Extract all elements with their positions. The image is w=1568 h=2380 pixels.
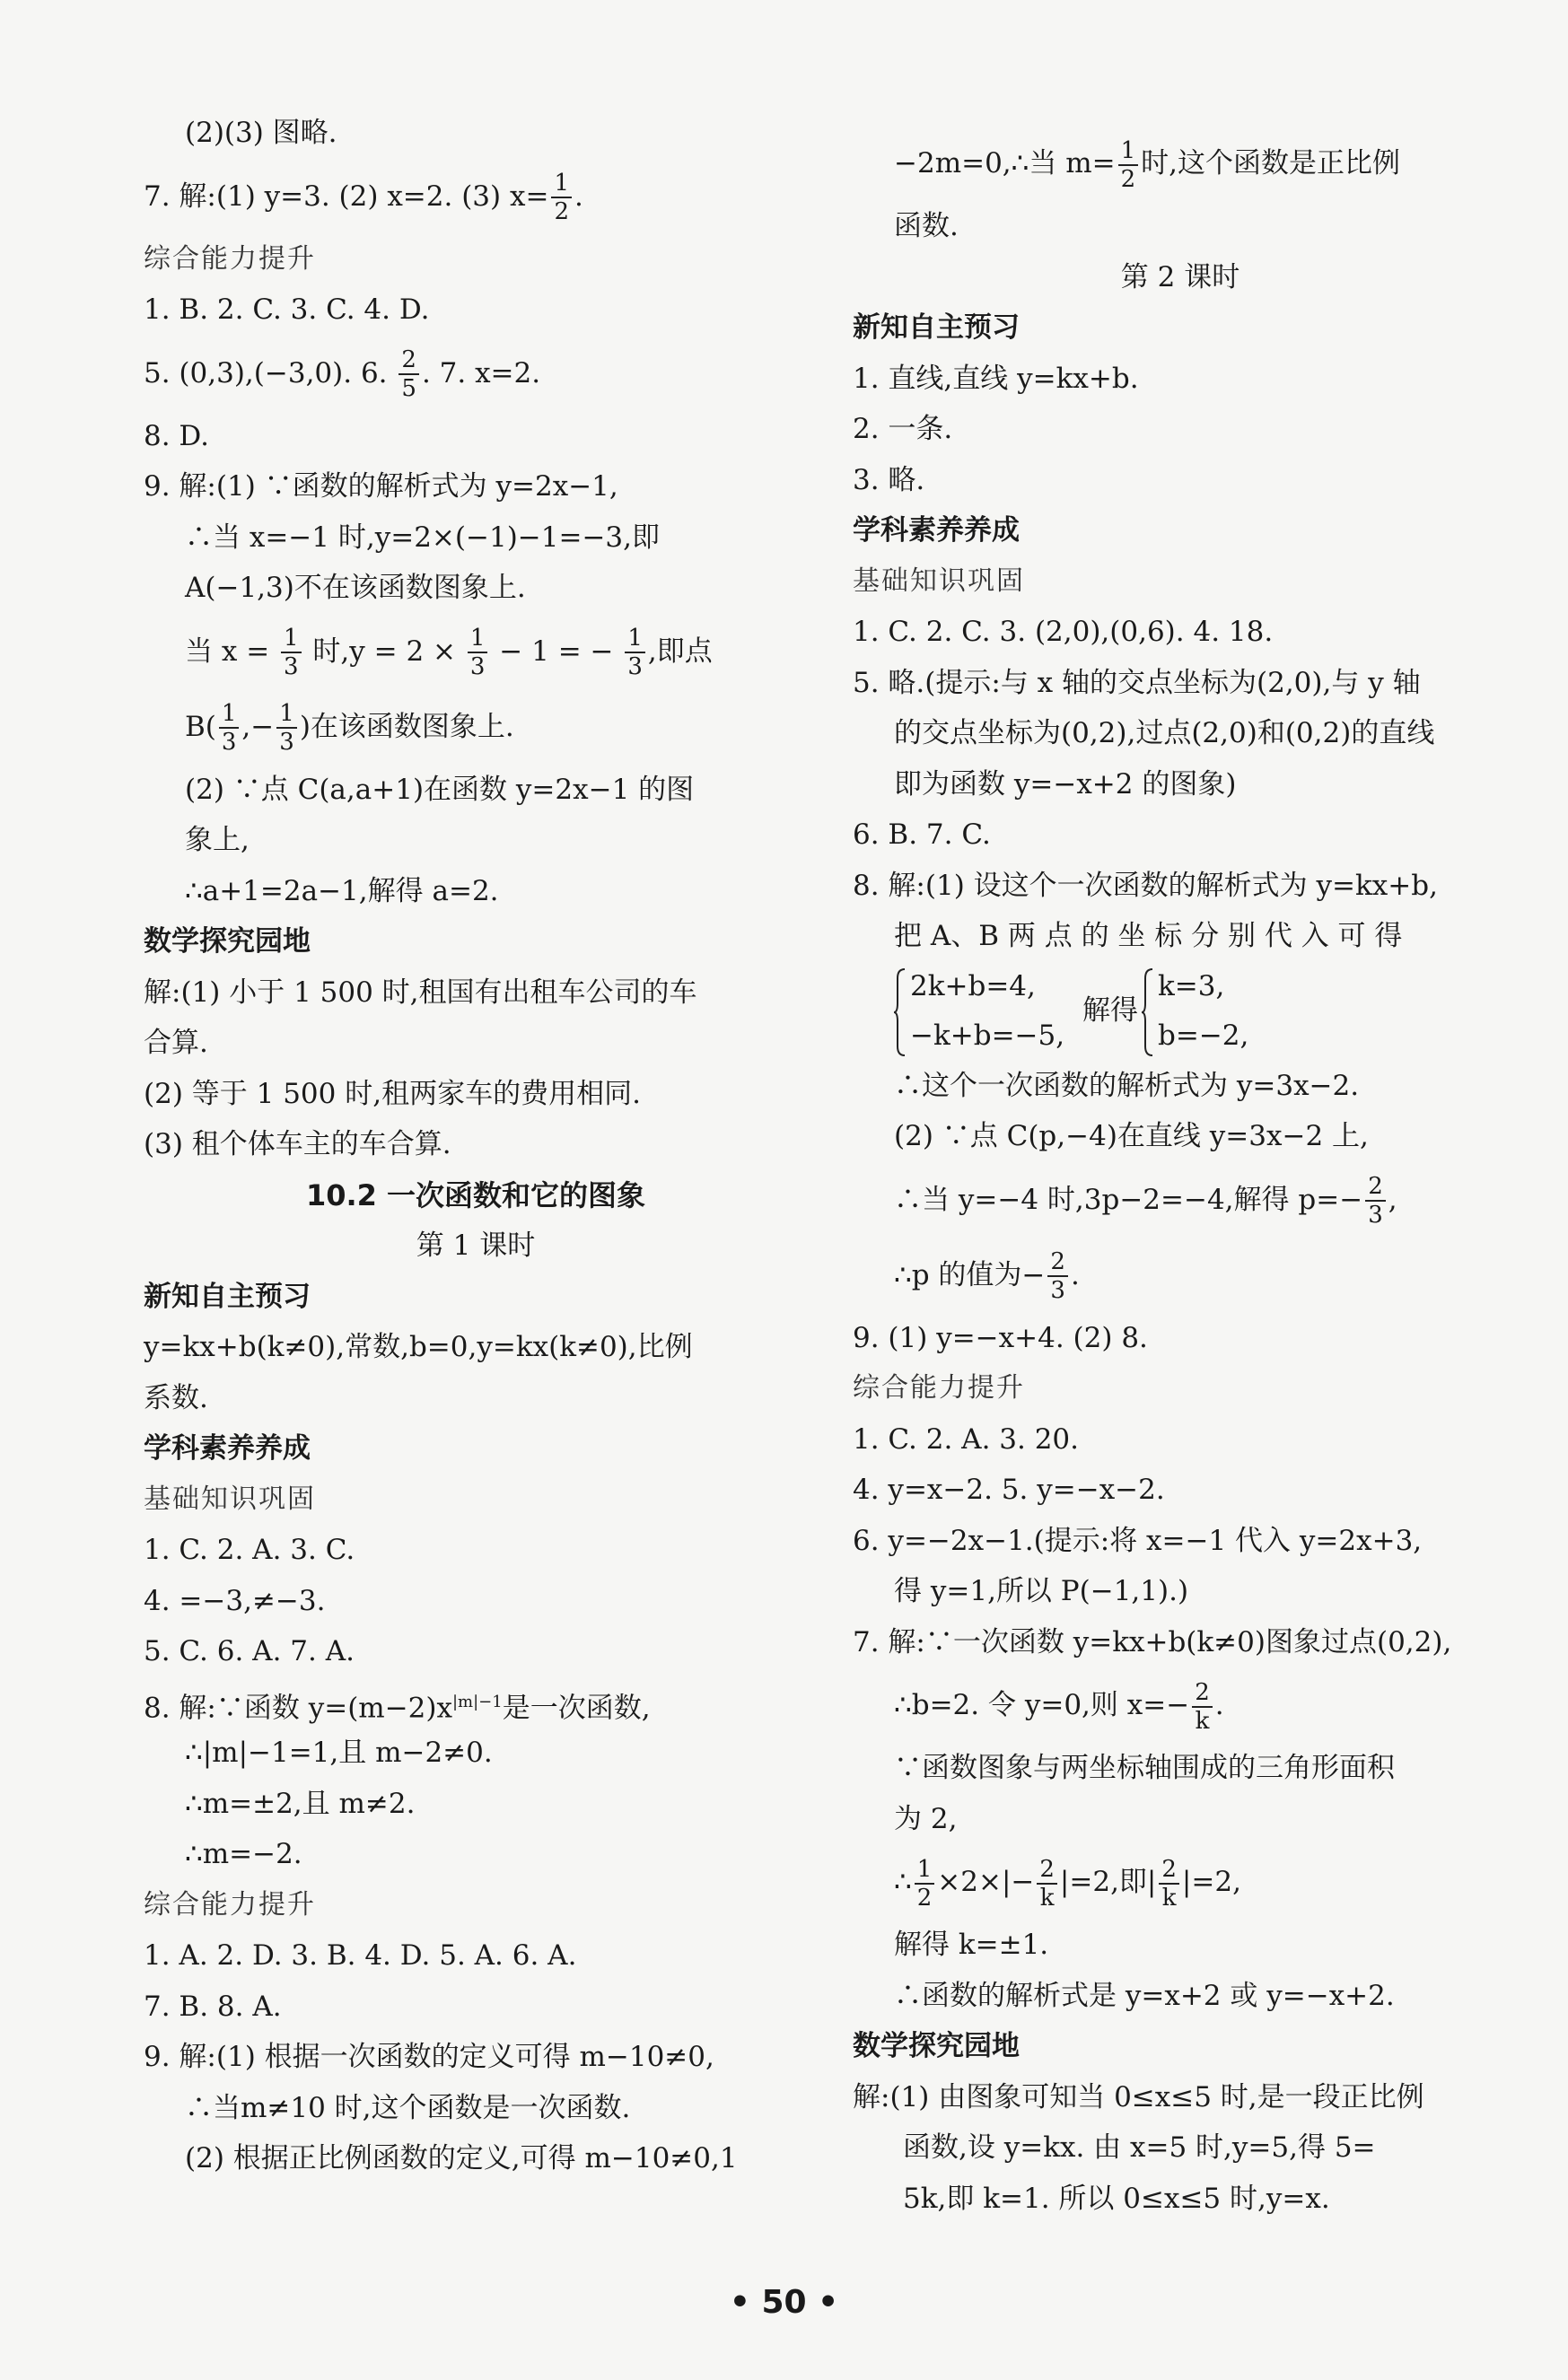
text-line: 5. C. 6. A. 7. A. [144,1635,355,1667]
text-line: 7. 解:(1) y=3. (2) x=2. (3) x= $\frac{1}{2}$ . [144,170,583,225]
text-line: 的交点坐标为(0,2),过点(2,0)和(0,2)的直线 [894,717,1435,749]
text-line: 8. D. [144,419,210,452]
subsection-heading: 基础知识巩固 [144,1483,316,1515]
text-line: 象上, [185,824,250,856]
text-line: ∴当 x=−1 时,y=2×(−1)−1=−3,即 [185,521,661,554]
brace-icon [894,967,907,1057]
text-line: 9. 解:(1) ∵函数的解析式为 y=2x−1, [144,470,618,503]
text-line: (2) 根据正比例函数的定义,可得 m−10≠0,1 [185,2142,738,2174]
text-line: 即为函数 y=−x+2 的图象) [894,767,1237,801]
text-line: 1. C. 2. A. 3. 20. [853,1422,1080,1456]
section-heading: 新知自主预习 [853,311,1020,344]
text-line: 5. (0,3),(−3,0). 6. $\frac{2}{5}$ . 7. x=2. [144,346,541,402]
text-line: 函数,设 y=kx. 由 x=5 时,y=5,得 5= [903,2131,1376,2164]
text-line: 1. C. 2. A. 3. C. [144,1534,355,1566]
text-line: ∴b=2. 令 y=0,则 x=− $\frac{2}{k}$ . [894,1678,1224,1735]
text-line: B( $\frac{1}{3}$ ,− $\frac{1}{3}$ )在该函数图象上. [185,700,514,756]
text-line: ∴p 的值为− $\frac{2}{3}$ . [894,1248,1080,1304]
text-line: 系数. [144,1381,208,1414]
text-line: 4. =−3,≠−3. [144,1584,326,1617]
text-line: 8. 解:(1) 设这个一次函数的解析式为 y=kx+b, [853,869,1438,902]
text-line: (3) 租个体车主的车合算. [144,1128,451,1160]
text-line: 得 y=1,所以 P(−1,1).) [894,1575,1189,1607]
lesson-title: 第 1 课时 [416,1229,536,1262]
text-line: ∴当m≠10 时,这个函数是一次函数. [185,2091,631,2124]
text-line: 6. B. 7. C. [853,818,991,851]
text-line: 5k,即 k=1. 所以 0≤x≤5 时,y=x. [903,2182,1330,2215]
text-line: (2) ∵点 C(a,a+1)在函数 y=2x−1 的图 [185,773,695,806]
text-line: 6. y=−2x−1.(提示:将 x=−1 代入 y=2x+3, [853,1524,1423,1557]
section-heading: 数学探究园地 [144,925,311,958]
subsection-heading: 综合能力提升 [853,1372,1025,1404]
text-line: ∵函数图象与两坐标轴围成的三角形面积 [894,1752,1395,1784]
text-line: 为 2, [894,1802,958,1835]
text-line: ∴当 y=−4 时,3p−2=−4,解得 p=− $\frac{2}{3}$ , [894,1173,1397,1229]
text-line: 2. 一条. [853,413,953,445]
text-line: 合算. [144,1027,208,1059]
text-line: 9. 解:(1) 根据一次函数的定义可得 m−10≠0, [144,2041,714,2073]
left-column [144,108,808,2184]
text-line: 7. B. 8. A. [144,1990,282,2023]
text-line: 1. C. 2. C. 3. (2,0),(0,6). 4. 18. [853,616,1274,648]
text-line: y=kx+b(k≠0),常数,b=0,y=kx(k≠0),比例 [144,1331,693,1363]
subsection-heading: 基础知识巩固 [853,564,1025,597]
text-line: ∴ $\frac{1}{2}$ ×2×|− $\frac{2}{k}$ |=2,即| $\frac{2}{k}$ |=2, [894,1855,1241,1912]
subsection-heading: 综合能力提升 [144,242,316,275]
text-line: 1. B. 2. C. 3. C. 4. D. [144,293,430,326]
text-line: 1. A. 2. D. 3. B. 4. D. 5. A. 6. A. [144,1939,577,1972]
chapter-title: 10.2 一次函数和它的图象 [305,1177,646,1212]
brace-icon [1142,967,1154,1057]
text-line: ∴|m|−1=1,且 m−2≠0. [185,1737,493,1769]
text-line: (2) 等于 1 500 时,租两家车的费用相同. [144,1077,641,1110]
lesson-title: 第 2 课时 [1120,260,1240,293]
section-heading: 学科素养养成 [144,1432,311,1465]
text-line: 8. 解:∵函数 $y=(m-2)x^{|m|-1}$是一次函数, [144,1691,651,1724]
section-heading: 新知自主预习 [144,1280,311,1313]
text-line: 4. y=x−2. 5. y=−x−2. [853,1474,1165,1506]
equation-system: 2k+b=4, −k+b=−5, 解得 k=3, b=−2, [853,962,1508,1061]
subsection-heading: 综合能力提升 [144,1888,316,1921]
text-line: ∴a+1=2a−1,解得 a=2. [185,874,499,907]
section-heading: 数学探究园地 [853,2030,1020,2062]
text-line: 1. 直线,直线 y=kx+b. [853,362,1139,395]
text-line: 当 x = $\frac{1}{3}$ 时,y = 2 × $\frac{1}{3}$ − 1 = − $\frac{1}{3}$ ,即点 [185,625,713,680]
text-line: A(−1,3)不在该函数图象上. [185,572,526,604]
text-line: −2m=0,∴当 m= $\frac{1}{2}$ 时,这个函数是正比例 [894,136,1400,193]
page-number: • 50 • [729,2284,839,2321]
text-line: ∴m=±2,且 m≠2. [185,1787,416,1820]
text-line: 5. 略.(提示:与 x 轴的交点坐标为(2,0),与 y 轴 [853,666,1421,699]
text-line: 解:(1) 由图象可知当 0≤x≤5 时,是一段正比例 [853,2080,1424,2113]
text-line: ∴这个一次函数的解析式为 y=3x−2. [894,1069,1360,1102]
text-line: (2)(3) 图略. [185,117,337,149]
right-column [853,126,1508,2224]
text-line: 解得 k=±1. [894,1929,1049,1961]
text-line: 解:(1) 小于 1 500 时,租国有出租车公司的车 [144,976,697,1009]
text-line: 函数. [894,210,959,242]
text-line: ∴函数的解析式是 y=x+2 或 y=−x+2. [894,1979,1395,2012]
text-line: ∴m=−2. [185,1838,302,1870]
text-line: 3. 略. [853,463,925,496]
text-line: (2) ∵点 C(p,−4)在直线 y=3x−2 上, [894,1120,1369,1152]
section-heading: 学科素养养成 [853,514,1020,547]
text-line: 7. 解:∵一次函数 y=kx+b(k≠0)图象过点(0,2), [853,1625,1452,1658]
text-line: 9. (1) y=−x+4. (2) 8. [853,1321,1148,1354]
text-line: 把 A、B 两 点 的 坐 标 分 别 代 入 可 得 [894,920,1403,952]
